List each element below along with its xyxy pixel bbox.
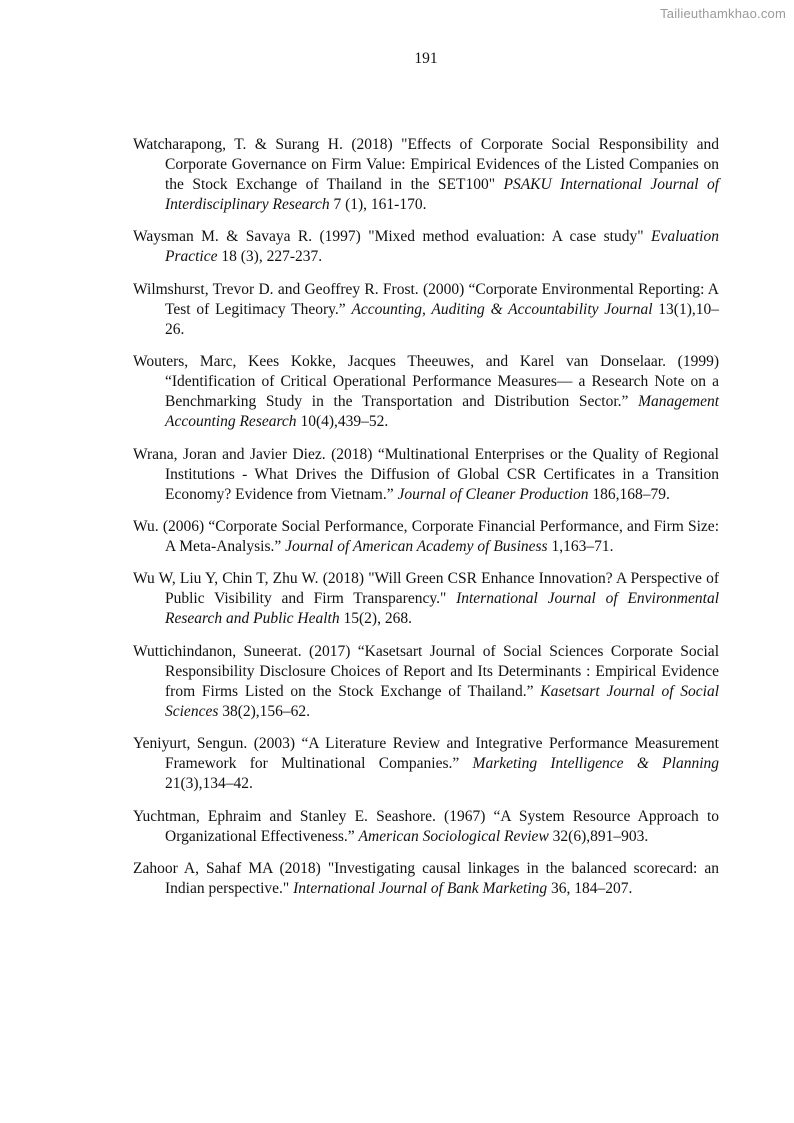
reference-details: 10(4),439–52. xyxy=(296,413,389,431)
reference-journal: Journal of Cleaner Production xyxy=(397,485,589,503)
reference-journal: Marketing Intelligence & Planning xyxy=(472,755,720,773)
reference-item xyxy=(133,859,719,899)
reference-text: Wuttichindanon, Suneerat. (2017) “Kasetsart Journal of Social Sciences Corporate Social Responsibility Disclosure Choices of Report and Its Determinants : Empirical Evidence from Firms Listed on the Stock Exchange of Thailand.” xyxy=(133,642,719,700)
reference-journal: Kasetsart Journal of Social Sciences xyxy=(165,682,720,720)
page-number: 191 xyxy=(414,50,438,67)
reference-text: Zahoor A, Sahaf MA (2018) "Investigating causal linkages in the balanced scorecard: an Indian perspective." xyxy=(133,859,719,897)
reference-journal: International Journal of Environmental Research and Public Health xyxy=(165,590,719,628)
reference-journal: Journal of American Academy of Business xyxy=(285,537,548,555)
reference-details: 21(3),134–42. xyxy=(165,775,253,793)
reference-details: 13(1),10–26. xyxy=(165,300,719,338)
reference-item xyxy=(133,227,719,267)
reference-text: Wu. (2006) “Corporate Social Performance, Corporate Financial Performance, and Firm Size: A Meta-Analysis.” xyxy=(133,517,719,555)
reference-text: Wrana, Joran and Javier Diez. (2018) “Multinational Enterprises or the Quality of Regional Institutions - What Drives the Diffusion of Global CSR Certificates in a Transition Economy? Evidence from Vietnam.” xyxy=(133,445,719,503)
reference-item xyxy=(133,734,719,794)
reference-item xyxy=(133,135,719,215)
watermark-text: Tailieuthamkhao.com xyxy=(660,6,786,21)
reference-text: Waysman M. & Savaya R. (1997) "Mixed method evaluation: A case study" xyxy=(133,228,651,246)
reference-item xyxy=(133,807,719,847)
reference-text: Wouters, Marc, Kees Kokke, Jacques Theeuwes, and Karel van Donselaar. (1999) “Identification of Critical Operational Performance Measures— a Research Note on a Benchmarking Study in the Transportation and Distribution Sector.” xyxy=(133,353,719,411)
reference-item xyxy=(133,569,719,629)
reference-details: 32(6),891–903. xyxy=(548,827,649,845)
reference-journal: PSAKU International Journal of Interdisciplinary Research xyxy=(165,176,720,213)
reference-details: 1,163–71. xyxy=(547,537,614,555)
reference-text: Yeniyurt, Sengun. (2003) “A Literature Review and Integrative Performance Measurement Framework for Multinational Companies.” xyxy=(133,735,719,773)
reference-details: 18 (3), 227-237. xyxy=(217,248,323,266)
reference-journal: International Journal of Bank Marketing xyxy=(293,879,548,897)
reference-details: 186,168–79. xyxy=(588,485,670,503)
reference-text: Wu W, Liu Y, Chin T, Zhu W. (2018) "Will Green CSR Enhance Innovation? A Perspective of Public Visibility and Firm Transparency." xyxy=(133,570,719,608)
reference-item xyxy=(133,280,719,340)
reference-item xyxy=(133,642,719,722)
reference-journal: Management Accounting Research xyxy=(165,393,719,431)
reference-details: 36, 184–207. xyxy=(547,879,633,897)
reference-text: Watcharapong, T. & Surang H. (2018) "Effects of Corporate Social Responsibility and Corporate Governance on Firm Value: Empirical Evidences of the Listed Companies on the Stock Exchange of Thailand in the SET100" xyxy=(133,136,719,193)
reference-details: 7 (1), 161-170. xyxy=(329,196,427,213)
reference-details: 38(2),156–62. xyxy=(218,702,311,720)
reference-journal: Accounting, Auditing & Accountability Journal xyxy=(351,300,653,318)
reference-item xyxy=(133,352,719,432)
reference-item xyxy=(133,517,719,557)
reference-journal: Evaluation Practice xyxy=(165,228,719,266)
reference-journal: American Sociological Review xyxy=(358,827,549,845)
reference-list xyxy=(133,135,719,911)
reference-text: Wilmshurst, Trevor D. and Geoffrey R. Frost. (2000) “Corporate Environmental Reporting: A Test of Legitimacy Theory.” xyxy=(133,280,719,318)
reference-text: Yuchtman, Ephraim and Stanley E. Seashore. (1967) “A System Resource Approach to Organizational Effectiveness.” xyxy=(133,807,719,845)
reference-details: 15(2), 268. xyxy=(339,610,412,628)
reference-item xyxy=(133,445,719,505)
